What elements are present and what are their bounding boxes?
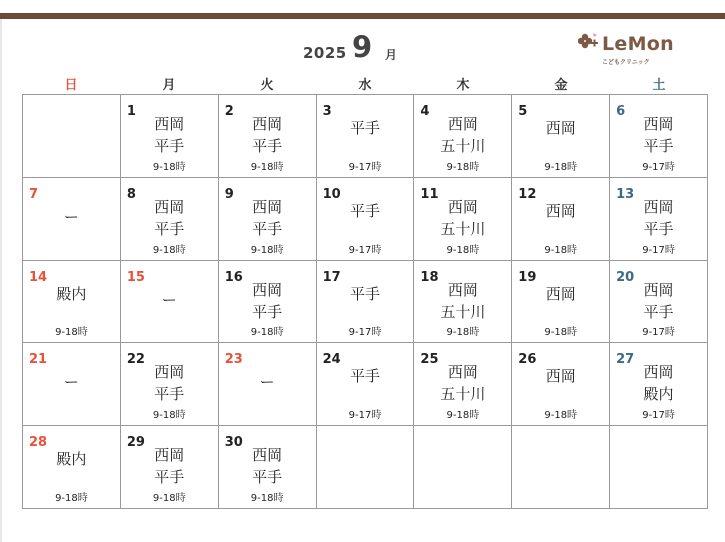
doctor-list (414, 196, 511, 240)
doctor-name: 西岡 (447, 280, 478, 299)
doctor-name: 平手 (252, 219, 283, 238)
doctor-name: 西岡 (447, 115, 478, 133)
day-number: 20 (616, 269, 635, 285)
clinic-hours: 9-18時 (446, 161, 480, 173)
weekday-label: 金 (554, 78, 568, 93)
weekday-label: 火 (260, 78, 274, 93)
day-number: 26 (518, 352, 537, 368)
empty-day-cell (23, 95, 121, 178)
doctor-name: 平手 (643, 137, 674, 155)
clinic-hours: 9-18時 (446, 327, 480, 339)
day-cell (414, 343, 512, 426)
day-number: 27 (616, 352, 635, 368)
day-number: 25 (420, 352, 439, 368)
day-number: 12 (518, 186, 537, 202)
day-cell (414, 178, 512, 261)
day-cell (219, 95, 317, 178)
day-cell (512, 95, 610, 178)
clinic-logo (578, 30, 688, 66)
day-number: 17 (322, 269, 341, 285)
lemon-plus-logo-icon (578, 32, 600, 52)
weekday-label: 木 (456, 78, 470, 93)
doctor-list (610, 113, 707, 157)
clinic-hours: 9-18時 (544, 327, 578, 339)
day-number: 16 (224, 269, 243, 285)
doctor-list (219, 279, 316, 323)
day-cell (23, 343, 121, 426)
doctor-list (23, 283, 120, 305)
day-number: 29 (126, 435, 145, 451)
doctor-name: 平手 (252, 137, 283, 155)
doctor-name: 西岡 (545, 284, 576, 303)
doctor-name: 西岡 (154, 446, 185, 465)
day-cell (414, 261, 512, 344)
doctor-name: 五十川 (440, 302, 486, 321)
empty-day-cell (317, 426, 415, 509)
day-cell (317, 261, 415, 344)
day-number: 4 (420, 104, 430, 119)
doctor-name: 殿内 (56, 284, 87, 303)
day-cell (219, 178, 317, 261)
doctor-name: 平手 (643, 302, 674, 321)
doctor-list (219, 113, 316, 157)
doctor-name: 西岡 (643, 280, 674, 299)
doctor-name: 西岡 (252, 280, 283, 299)
doctor-name: 西岡 (154, 115, 185, 133)
clinic-hours: 9-18時 (152, 244, 186, 256)
clinic-hours: 9-18時 (250, 493, 284, 504)
month-unit: 月 (385, 48, 398, 62)
doctor-list (512, 117, 609, 139)
clinic-hours: 9-18時 (152, 410, 186, 422)
doctor-name: 殿内 (56, 450, 87, 469)
day-number: 11 (420, 186, 439, 202)
day-number: 6 (616, 104, 626, 119)
empty-day-cell (414, 426, 512, 509)
doctor-list (512, 365, 609, 387)
day-cell (219, 426, 317, 509)
clinic-hours: 9-18時 (544, 410, 578, 422)
clinic-hours: 9-18時 (544, 161, 578, 173)
clinic-hours: 9-18時 (250, 161, 284, 173)
clinic-hours: 9-17時 (348, 161, 382, 173)
clinic-hours: 9-17時 (642, 327, 675, 339)
doctor-name: 西岡 (545, 119, 576, 137)
doctor-list (23, 448, 120, 470)
doctor-name: 平手 (349, 201, 380, 220)
day-cell (317, 178, 415, 261)
clinic-hours: 9-18時 (544, 244, 578, 256)
weekday-label: 土 (652, 78, 666, 93)
day-cell (121, 343, 219, 426)
day-cell (121, 426, 219, 509)
doctor-list (414, 113, 511, 157)
doctor-name: 西岡 (545, 201, 576, 220)
doctor-name: 平手 (349, 119, 380, 137)
doctor-list (610, 361, 707, 405)
doctor-list (610, 196, 707, 240)
day-cell (512, 261, 610, 344)
doctor-name: 平手 (154, 385, 185, 404)
clinic-hours: 9-18時 (446, 244, 480, 256)
day-number: 7 (29, 186, 39, 202)
day-cell (23, 261, 121, 344)
clinic-hours: 9-18時 (55, 493, 88, 504)
doctor-list (610, 279, 707, 323)
empty-day-cell (610, 426, 708, 509)
closed-mark: ー (259, 373, 275, 392)
weekday-label: 日 (64, 78, 78, 93)
clinic-hours: 9-18時 (55, 327, 88, 339)
day-number: 21 (29, 352, 48, 368)
day-number: 30 (224, 435, 243, 451)
clinic-hours: 9-18時 (152, 493, 186, 504)
day-cell (121, 261, 219, 344)
doctor-list (317, 117, 414, 139)
day-cell (610, 95, 708, 178)
doctor-name: 平手 (154, 219, 185, 238)
day-cell (23, 178, 121, 261)
day-cell (317, 95, 415, 178)
doctor-name: 西岡 (252, 197, 283, 216)
day-number: 1 (126, 104, 136, 119)
doctor-name: 平手 (349, 284, 380, 303)
day-number: 23 (224, 352, 243, 368)
empty-day-cell (512, 426, 610, 509)
doctor-list (121, 361, 218, 405)
day-cell (219, 261, 317, 344)
doctor-name: 平手 (154, 137, 185, 155)
day-cell (121, 95, 219, 178)
day-cell (23, 426, 121, 509)
clinic-hours: 9-17時 (642, 244, 675, 256)
day-cell (121, 178, 219, 261)
doctor-name: 西岡 (643, 197, 674, 216)
doctor-list (512, 200, 609, 222)
doctor-name: 西岡 (154, 197, 185, 216)
closed-mark: ー (161, 290, 177, 309)
day-number: 10 (322, 186, 341, 202)
doctor-name: 西岡 (643, 363, 674, 382)
doctor-name: 平手 (252, 468, 283, 487)
day-cell (610, 178, 708, 261)
clinic-hours: 9-17時 (642, 410, 675, 422)
doctor-list (121, 196, 218, 240)
day-number: 8 (126, 186, 136, 202)
clinic-hours: 9-18時 (250, 244, 284, 256)
doctor-name: 五十川 (440, 385, 486, 404)
doctor-list (414, 279, 511, 323)
closed-mark: ー (63, 373, 79, 392)
month-number: 9 (352, 30, 373, 64)
doctor-name: 殿内 (643, 385, 674, 404)
left-edge-line (0, 19, 2, 542)
weekday-header (22, 74, 708, 92)
day-number: 14 (29, 269, 48, 285)
doctor-name: 西岡 (154, 363, 185, 382)
day-cell (610, 343, 708, 426)
doctor-list (317, 200, 414, 222)
doctor-name: 五十川 (440, 137, 486, 155)
day-cell (610, 261, 708, 344)
doctor-name: 平手 (349, 367, 380, 386)
doctor-list (512, 283, 609, 305)
doctor-name: 平手 (154, 468, 185, 487)
day-number: 3 (322, 104, 332, 119)
doctor-name: 西岡 (545, 367, 576, 386)
doctor-list (121, 113, 218, 157)
doctor-name: 平手 (252, 302, 283, 321)
day-number: 18 (420, 269, 439, 285)
day-number: 13 (616, 186, 635, 202)
clinic-hours: 9-17時 (348, 410, 382, 422)
clinic-hours: 9-17時 (348, 244, 382, 256)
doctor-list (317, 283, 414, 305)
closed-mark: ー (63, 207, 79, 226)
doctor-name: 西岡 (447, 363, 478, 382)
doctor-list (121, 444, 218, 488)
year-label: 2025 (303, 44, 347, 62)
day-number: 9 (224, 186, 234, 202)
day-number: 2 (224, 104, 234, 119)
doctor-list (219, 444, 316, 488)
day-number: 15 (126, 269, 145, 285)
clinic-hours: 9-18時 (446, 410, 480, 422)
day-number: 28 (29, 435, 48, 451)
weekday-label: 水 (358, 78, 372, 93)
doctor-name: 西岡 (252, 115, 283, 133)
clinic-hours: 9-17時 (642, 161, 675, 173)
clinic-hours: 9-18時 (152, 161, 186, 173)
weekday-label: 月 (162, 78, 176, 93)
day-cell (414, 95, 512, 178)
doctor-list (317, 365, 414, 387)
day-cell (512, 178, 610, 261)
day-number: 19 (518, 269, 537, 285)
day-cell (512, 343, 610, 426)
doctor-name: 西岡 (447, 197, 478, 216)
day-cell (219, 343, 317, 426)
doctor-name: 平手 (643, 219, 674, 238)
day-number: 5 (518, 104, 528, 119)
day-number: 24 (322, 352, 341, 368)
clinic-hours: 9-18時 (250, 327, 284, 339)
doctor-list (219, 196, 316, 240)
doctor-list (414, 361, 511, 405)
top-accent-bar (0, 13, 725, 19)
doctor-name: 西岡 (643, 115, 674, 133)
logo-wordmark: LeMon (602, 33, 674, 55)
logo-subtitle: こどもクリニック (602, 59, 650, 66)
day-number: 22 (126, 352, 145, 368)
day-cell (317, 343, 415, 426)
doctor-name: 五十川 (440, 219, 486, 238)
calendar-grid (22, 94, 708, 509)
doctor-name: 西岡 (252, 446, 283, 465)
clinic-hours: 9-17時 (348, 327, 382, 339)
